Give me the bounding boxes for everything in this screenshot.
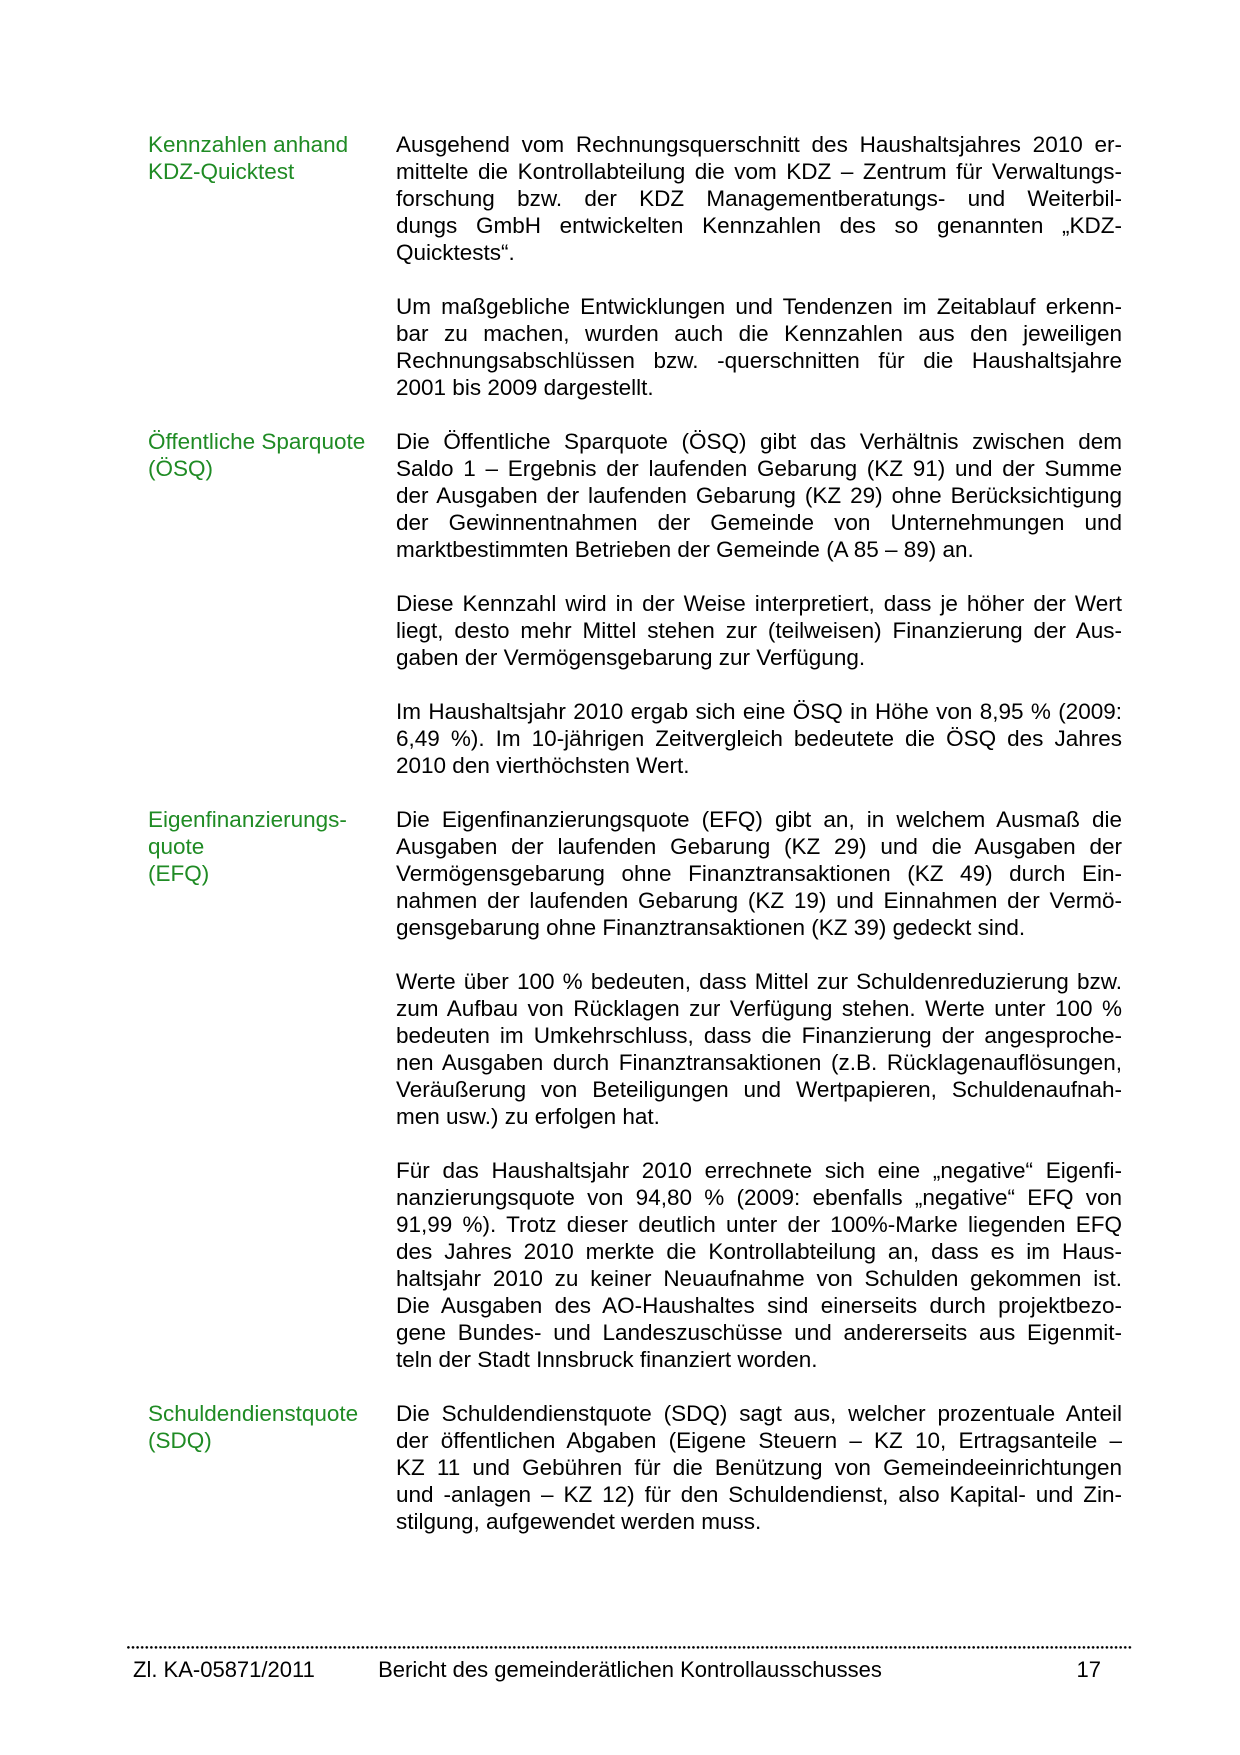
text-line: teln der Stadt Innsbruck finanziert worden. (396, 1347, 818, 1372)
text-line: Rechnungsabschlüssen bzw. -querschnitten für die Haushaltsjahre (396, 348, 1122, 373)
text-line: Um maßgebliche Entwicklungen und Tendenzen im Zeitablauf erkenn- (396, 294, 1122, 319)
text-line: 6,49 %). Im 10-jährigen Zeitvergleich bedeutete die ÖSQ des Jahres (396, 726, 1122, 751)
text-line: Veräußerung von Beteiligungen und Wertpapieren, Schuldenaufnah- (396, 1077, 1122, 1102)
text-line: nen Ausgaben durch Finanztransaktionen (z.B. Rücklagenauflösungen, (396, 1050, 1122, 1075)
paragraph (396, 428, 1122, 563)
text-line: bar zu machen, wurden auch die Kennzahlen aus den jeweiligen (396, 321, 1122, 346)
text-line: zum Aufbau von Rücklagen zur Verfügung stehen. Werte unter 100 % (396, 996, 1122, 1021)
text-line: der Gewinnentnahmen der Gemeinde von Unternehmungen und (396, 510, 1122, 535)
text-line: men usw.) zu erfolgen hat. (396, 1104, 660, 1129)
section-margin-label (148, 806, 396, 887)
text-line: forschung bzw. der KDZ Managementberatungs- und Weiterbil- (396, 186, 1122, 211)
text-line: des Jahres 2010 merkte die Kontrollabteilung an, dass es im Haus- (396, 1239, 1122, 1264)
text-line: gensgebarung ohne Finanztransaktionen (KZ 39) gedeckt sind. (396, 915, 1026, 940)
text-line: nanzierungsquote von 94,80 % (2009: ebenfalls „negative“ EFQ von (396, 1185, 1122, 1210)
text-line: Diese Kennzahl wird in der Weise interpretiert, dass je höher der Wert (396, 591, 1122, 616)
section-margin-label (148, 428, 396, 482)
footer-reference: Zl. KA-05871/2011 (133, 1657, 315, 1682)
page-footer (127, 1646, 1133, 1683)
text-line: nahmen der laufenden Gebarung (KZ 19) und Einnahmen der Vermö- (396, 888, 1122, 913)
section-label-line: Kennzahlen anhand (148, 132, 349, 157)
section-label-line: KDZ-Quicktest (148, 159, 295, 184)
text-line: liegt, desto mehr Mittel stehen zur (teilweisen) Finanzierung der Aus- (396, 618, 1122, 643)
text-line: dungs GmbH entwickelten Kennzahlen des so genannten „KDZ- (396, 213, 1122, 238)
section-label-line: Schuldendienstquote (148, 1401, 359, 1426)
paragraph (396, 293, 1122, 401)
text-line: mittelte die Kontrollabteilung die vom KDZ – Zentrum für Verwaltungs- (396, 159, 1122, 184)
section-label-line: (ÖSQ) (148, 456, 213, 481)
section-label-line: quote (148, 834, 205, 859)
text-line: Vermögensgebarung ohne Finanztransaktionen (KZ 49) durch Ein- (396, 861, 1122, 886)
text-line: Quicktests“. (396, 240, 515, 265)
text-line: und -anlagen – KZ 12) für den Schuldendienst, also Kapital- und Zin- (396, 1482, 1122, 1507)
section-label-line: (SDQ) (148, 1428, 212, 1453)
text-line: gene Bundes- und Landeszuschüsse und andererseits aus Eigenmit- (396, 1320, 1122, 1345)
text-line: Für das Haushaltsjahr 2010 errechnete sich eine „negative“ Eigenfi- (396, 1158, 1122, 1183)
section-body (396, 428, 1122, 779)
text-line: Im Haushaltsjahr 2010 ergab sich eine ÖSQ in Höhe von 8,95 % (2009: (396, 699, 1122, 724)
section-margin-label (148, 131, 396, 185)
text-line: bedeuten im Umkehrschluss, dass die Finanzierung der angesproche- (396, 1023, 1122, 1048)
section (148, 428, 1122, 779)
section-label-line: (EFQ) (148, 861, 210, 886)
paragraph (396, 590, 1122, 671)
text-line: Werte über 100 % bedeuten, dass Mittel zur Schuldenreduzierung bzw. (396, 969, 1122, 994)
text-line: 2001 bis 2009 dargestellt. (396, 375, 654, 400)
footer-dotted-rule (127, 1646, 1133, 1650)
text-line: Die Schuldendienstquote (SDQ) sagt aus, welcher prozentuale Anteil (396, 1401, 1122, 1426)
text-line: Die Öffentliche Sparquote (ÖSQ) gibt das Verhältnis zwischen dem (396, 429, 1122, 454)
section-body (396, 806, 1122, 1373)
section-body (396, 1400, 1122, 1535)
section-label-line: Öffentliche Sparquote (148, 429, 366, 454)
text-line: Ausgehend vom Rechnungsquerschnitt des Haushaltsjahres 2010 er- (396, 132, 1122, 157)
section-label-line: Eigenfinanzierungs- (148, 807, 347, 832)
text-line: 91,99 %). Trotz dieser deutlich unter der 100%-Marke liegenden EFQ (396, 1212, 1122, 1237)
section-margin-label (148, 1400, 396, 1454)
sections (148, 131, 1122, 1535)
paragraph (396, 1400, 1122, 1535)
paragraph (396, 698, 1122, 779)
text-line: Saldo 1 – Ergebnis der laufenden Gebarung (KZ 91) und der Summe (396, 456, 1122, 481)
text-line: Die Ausgaben des AO-Haushaltes sind einerseits durch projektbezo- (396, 1293, 1122, 1318)
footer-row (127, 1657, 1133, 1683)
text-line: Die Eigenfinanzierungsquote (EFQ) gibt an, in welchem Ausmaß die (396, 807, 1122, 832)
text-line: marktbestimmten Betrieben der Gemeinde (A 85 – 89) an. (396, 537, 974, 562)
text-line: Ausgaben der laufenden Gebarung (KZ 29) und die Ausgaben der (396, 834, 1122, 859)
text-line: der öffentlichen Abgaben (Eigene Steuern – KZ 10, Ertragsanteile – (396, 1428, 1122, 1453)
section (148, 1400, 1122, 1535)
text-line: haltsjahr 2010 zu keiner Neuaufnahme von Schulden gekommen ist. (396, 1266, 1122, 1291)
footer-title: Bericht des gemeinderätlichen Kontrollausschusses (378, 1657, 882, 1682)
text-line: gaben der Vermögensgebarung zur Verfügung. (396, 645, 866, 670)
text-line: der Ausgaben der laufenden Gebarung (KZ 29) ohne Berücksichtigung (396, 483, 1122, 508)
paragraph (396, 806, 1122, 941)
section (148, 131, 1122, 401)
text-line: stilgung, aufgewendet werden muss. (396, 1509, 762, 1534)
footer-page-number: 17 (1076, 1657, 1101, 1682)
text-line: 2010 den vierthöchsten Wert. (396, 753, 690, 778)
section-body (396, 131, 1122, 401)
text-line: KZ 11 und Gebühren für die Benützung von Gemeindeeinrichtungen (396, 1455, 1122, 1480)
section (148, 806, 1122, 1373)
paragraph (396, 131, 1122, 266)
paragraph (396, 1157, 1122, 1373)
paragraph (396, 968, 1122, 1130)
